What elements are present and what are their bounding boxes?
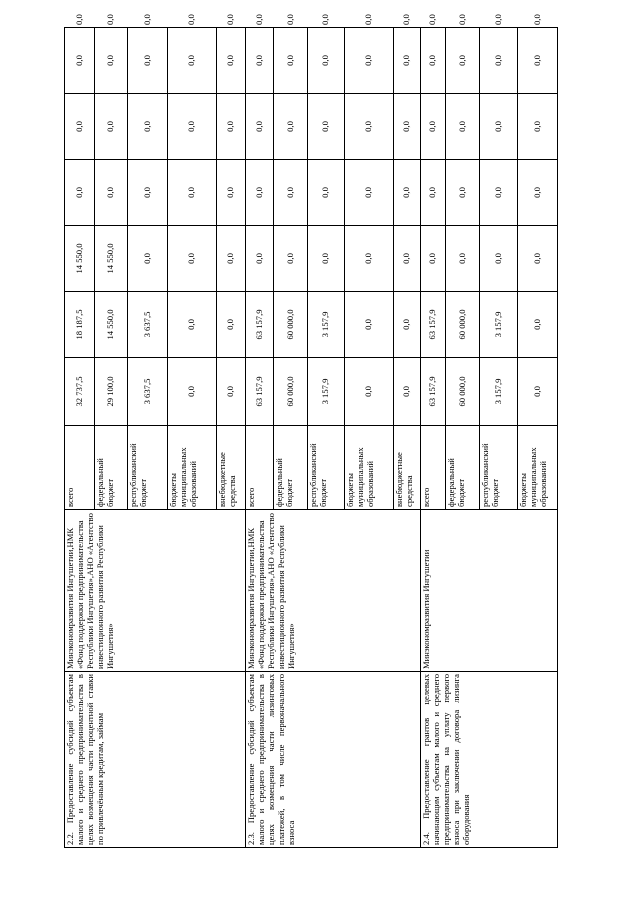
amount-cell: 0,0 [345,28,394,94]
amount-cell: 0,0 [246,94,274,160]
amount-cell: 0,0 [345,292,394,358]
amount-cell: 0,0 [394,94,421,160]
table-row: 2.3. Предоставление субсидий субъектам малого и среднего предпринимательства в целях возмещения части лизинговых платежей, в том числе первоначального взноса Минэкономразвития Ингушетии,НМК «Фонд поддержки предпринимательства Республики Ингушетия»,АНО «Агентство инвестиционного развития Республики Ингушетия» всего 63 157,9 63 157,9 0,0 0,0 0,0 0,0 0,0 [246,28,274,848]
amount-cell: 0,0 [217,358,246,426]
amount-cell: 0,0 [274,160,308,226]
amount-cell: 63 157,9 [246,292,274,358]
amount-cell: 3 157,9 [308,292,345,358]
table-row: внебюджетные средства 0,0 0,0 0,0 0,0 0,0 0,0 0,0 [394,28,421,848]
funding-source: республиканский бюджет [308,426,345,510]
amount-cell: 0,0 [65,94,95,160]
amount-cell: 3 157,9 [308,358,345,426]
amount-cell: 0,0 [345,358,394,426]
amount-cell: 0,0 [128,28,168,94]
amount-cell: 60 000,0 [274,358,308,426]
table-body [65,14,558,848]
table-row: бюджеты муниципальных образований 0,0 0,0 0,0 0,0 0,0 0,0 0,0 [345,28,394,848]
table-row: федеральный бюджет 29 100,0 14 550,0 14 550,0 0,0 0,0 0,0 0,0 [95,28,128,848]
amount-cell: 0,0 [394,292,421,358]
amount-cell: 0,0 [421,94,446,160]
amount-cell: 0,0 [394,28,421,94]
amount-cell: 0,0 [518,292,558,358]
funding-source: федеральный бюджет [95,426,128,510]
amount-cell: 0,0 [345,94,394,160]
amount-cell: 0,0 [95,94,128,160]
amount-cell: 0,0 [217,94,246,160]
executor-cell: Минэкономразвития Ингушетии,НМК «Фонд поддержки предпринимательства Республики Ингушетия»,АНО «Агентство инвестиционного развития Республики Ингушетия» [65,510,246,672]
amount-cell: 0,0 [168,28,217,94]
funding-source: всего [65,426,95,510]
amount-cell: 0,0 [168,292,217,358]
amount-cell: 0,0 [394,226,421,292]
amount-cell: 0,0 [65,28,95,94]
funding-source: внебюджетные средства [394,426,421,510]
funding-source: всего [421,426,446,510]
amount-cell: 0,0 [394,358,421,426]
amount-cell: 0,0 [308,94,345,160]
funding-source: бюджеты муниципальных образований [518,426,558,510]
amount-cell: 0,0 [421,28,446,94]
amount-cell: 0,0 [480,226,518,292]
rotated-page [64,14,598,848]
amount-cell: 0,0 [168,358,217,426]
amount-cell: 63 157,9 [421,292,446,358]
amount-cell: 0,0 [421,226,446,292]
amount-cell: 0,0 [518,358,558,426]
amount-cell: 63 157,9 [421,358,446,426]
amount-cell: 0,0 [446,226,480,292]
amount-cell: 18 187,5 [65,292,95,358]
amount-cell: 60 000,0 [446,358,480,426]
amount-cell: 0,0 [168,94,217,160]
amount-cell: 63 157,9 [246,358,274,426]
funding-source: федеральный бюджет [446,426,480,510]
amount-cell: 3 637,5 [128,358,168,426]
amount-cell: 0,0 [217,160,246,226]
amount-cell: 0,0 [246,28,274,94]
funding-table [64,14,558,848]
amount-cell: 0,0 [308,226,345,292]
executor-cell: Минэкономразвития Ингушетии [421,510,558,672]
amount-cell: 0,0 [217,292,246,358]
amount-cell: 14 550,0 [95,226,128,292]
amount-cell: 0,0 [446,94,480,160]
amount-cell: 14 550,0 [65,226,95,292]
amount-cell: 3 637,5 [128,292,168,358]
amount-cell: 0,0 [518,160,558,226]
amount-cell: 0,0 [446,28,480,94]
table-row: внебюджетные средства 0,0 0,0 0,0 0,0 0,0 0,0 0,0 [217,28,246,848]
amount-cell: 29 100,0 [95,358,128,426]
measure-description: 2.2. Предоставление субсидий субъектам малого и среднего предпринимательства в целях возмещения части процентной ставки по привлечённым кредитам, займам [65,672,246,848]
amount-cell: 0,0 [345,160,394,226]
amount-cell: 0,0 [480,160,518,226]
measure-description: 2.4. Предоставление грантов целевых начинающим субъектам малого и среднего предпринимательства на уплату первого взноса при заключении договора лизинга оборудования [421,672,558,848]
amount-cell: 0,0 [128,160,168,226]
amount-cell: 0,0 [274,28,308,94]
table-row: 2.4. Предоставление грантов целевых начинающим субъектам малого и среднего предпринимательства на уплату первого взноса при заключении договора лизинга оборудования Минэкономразвития Ингушетии всего 63 157,9 63 157,9 0,0 0,0 0,0 0,0 0,0 [421,28,446,848]
amount-cell: 0,0 [168,160,217,226]
funding-source: всего [246,426,274,510]
funding-source: республиканский бюджет [128,426,168,510]
table-row: бюджеты муниципальных образований 0,0 0,0 0,0 0,0 0,0 0,0 0,0 [168,28,217,848]
funding-source: внебюджетные средства [217,426,246,510]
amount-cell: 60 000,0 [446,292,480,358]
amount-cell: 0,0 [518,226,558,292]
amount-cell: 0,0 [518,94,558,160]
table-row: республиканский бюджет 3 157,9 3 157,9 0,0 0,0 0,0 0,0 0,0 [308,28,345,848]
amount-cell: 0,0 [308,160,345,226]
amount-cell: 0,0 [518,28,558,94]
amount-cell: 0,0 [274,94,308,160]
amount-cell: 60 000,0 [274,292,308,358]
table-row: бюджеты муниципальных образований 0,0 0,0 0,0 0,0 0,0 0,0 0,0 [518,28,558,848]
amount-cell: 0,0 [217,28,246,94]
amount-cell: 0,0 [421,160,446,226]
amount-cell: 0,0 [217,226,246,292]
amount-cell: 0,0 [128,226,168,292]
table-row: федеральный бюджет 60 000,0 60 000,0 0,0 0,0 0,0 0,0 0,0 [274,28,308,848]
amount-cell: 32 737,5 [65,358,95,426]
amount-cell: 14 550,0 [95,292,128,358]
table-row: федеральный бюджет 60 000,0 60 000,0 0,0 0,0 0,0 0,0 0,0 [446,28,480,848]
amount-cell: 0,0 [345,226,394,292]
amount-cell: 3 157,9 [480,292,518,358]
amount-cell: 0,0 [168,226,217,292]
amount-cell: 0,0 [274,226,308,292]
table-row: республиканский бюджет 3 637,5 3 637,5 0,0 0,0 0,0 0,0 0,0 [128,28,168,848]
amount-cell: 3 157,9 [480,358,518,426]
amount-cell: 0,0 [95,28,128,94]
funding-source: республиканский бюджет [480,426,518,510]
amount-cell: 0,0 [246,226,274,292]
amount-cell: 0,0 [95,160,128,226]
amount-cell: 0,0 [480,94,518,160]
table-row: 2.2. Предоставление субсидий субъектам малого и среднего предпринимательства в целях возмещения части процентной ставки по привлечённым кредитам, займам Минэкономразвития Ингушетии,НМК «Фонд поддержки предпринимательства Республики Ингушетия»,АНО «Агентство инвестиционного развития Республики Ингушетия» всего 32 737,5 18 187,5 14 550,0 0,0 0,0 0,0 0,0 [65,28,95,848]
amount-cell: 0,0 [65,160,95,226]
amount-cell: 0,0 [394,160,421,226]
funding-source: федеральный бюджет [274,426,308,510]
executor-cell: Минэкономразвития Ингушетии,НМК «Фонд поддержки предпринимательства Республики Ингушетия»,АНО «Агентство инвестиционного развития Республики Ингушетия» [246,510,421,672]
amount-cell: 0,0 [246,160,274,226]
funding-source: бюджеты муниципальных образований [168,426,217,510]
amount-cell: 0,0 [480,28,518,94]
measure-description: 2.3. Предоставление субсидий субъектам малого и среднего предпринимательства в целях возмещения части лизинговых платежей, в том числе первоначального взноса [246,672,421,848]
funding-source: бюджеты муниципальных образований [345,426,394,510]
amount-cell: 0,0 [128,94,168,160]
table-row: республиканский бюджет 3 157,9 3 157,9 0,0 0,0 0,0 0,0 0,0 [480,28,518,848]
amount-cell: 0,0 [308,28,345,94]
amount-cell: 0,0 [446,160,480,226]
